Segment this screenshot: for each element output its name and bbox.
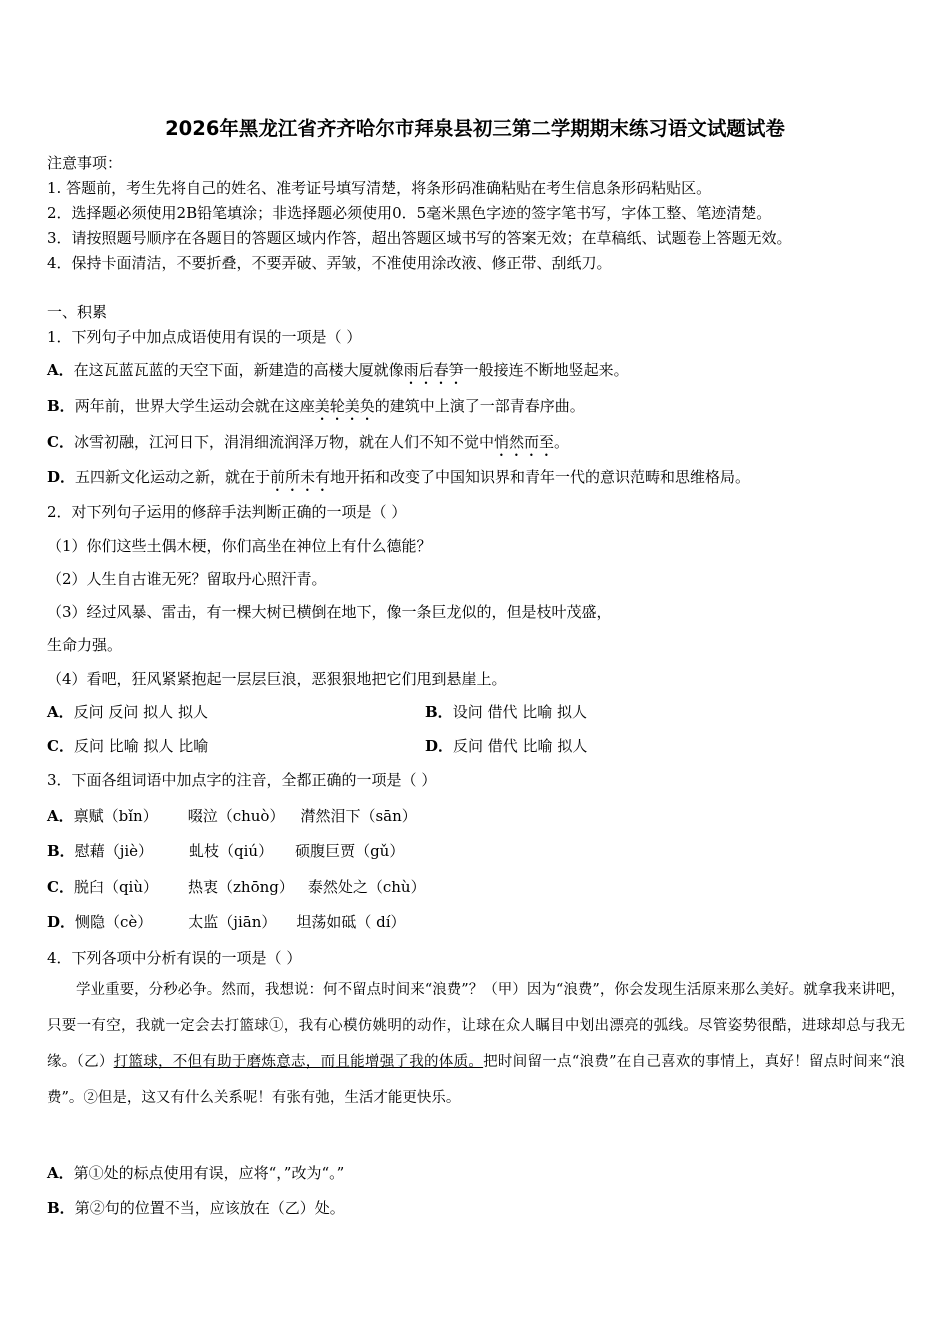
question-1-stem: 1．下列句子中加点成语使用有误的一项是（ ） (47, 328, 362, 346)
word-1: 禀赋（bǐn） (73, 807, 158, 825)
underlined-sentence: 打篮球，不但有助于磨炼意志，而且能增强了我的体质。 (113, 1054, 484, 1070)
dotted-idiom: 美轮美奂 (314, 397, 375, 415)
option-label: B． (47, 397, 75, 415)
option-text: 一般接连不断地竖起来。 (463, 361, 629, 379)
question-2-sentence-2: （2）人生自古谁无死？留取丹心照汗青。 (47, 570, 327, 588)
word-2: 太监（jiān） (188, 913, 277, 931)
word-2: 热衷（zhōng） (188, 878, 294, 896)
question-1-option-c (47, 432, 569, 460)
option-text: 第②句的位置不当，应该放在（乙）处。 (74, 1199, 345, 1217)
option-text: 反问 借代 比喻 拟人 (453, 737, 588, 755)
option-text: 第①处的标点使用有误，应将“，”改为“。” (73, 1164, 345, 1182)
passage-text: 把时间留一点“浪费”在自己喜欢的事情上，真好！留点时间来“浪费”。②但是，这又有什么关系呢！有张有弛，生活才能更快乐。 (47, 1054, 906, 1106)
question-1-option-d (47, 467, 750, 495)
dotted-idiom: 悄然而至 (493, 433, 554, 451)
option-text: 地开拓和改变了中国知识界和青年一代的意识范畴和思维格局。 (330, 468, 751, 486)
question-1-option-b (47, 396, 585, 424)
option-label: A． (47, 1164, 74, 1182)
notice-item-2: 2．选择题必须使用2B铅笔填涂；非选择题必须使用0．5毫米黑色字迹的签字笔书写，字体工整、笔迹清楚。 (47, 204, 772, 222)
question-4-passage (47, 972, 905, 1116)
question-4-stem: 4．下列各项中分析有误的一项是（ ） (47, 949, 302, 967)
option-label: A． (47, 807, 74, 825)
question-2-option-b (425, 702, 587, 722)
question-3-option-b (47, 841, 404, 861)
question-3-option-d (47, 912, 406, 932)
word-3: 硕腹巨贾（gǔ） (295, 842, 405, 860)
question-3-option-c (47, 877, 426, 897)
section-heading: 一、积累 (47, 303, 108, 321)
option-label: C． (47, 433, 74, 451)
option-text: 设问 借代 比喻 拟人 (452, 703, 587, 721)
passage-text: 学业重要，分秒必争。然而，我想说：何不留点时间来“浪费”？（甲）因为“浪费”，你会发现生活原来那么美好。就拿我来讲吧，只要一有空，我就一定会去打篮球①，我有心模仿姚明的动作，让球在众人瞩目中划出漂亮的弧线。尽管姿势很酷，进球却总与我无缘。（乙） (47, 982, 905, 1070)
option-label: B． (425, 703, 453, 721)
notice-item-4: 4．保持卡面清洁，不要折叠，不要弄破、弄皱，不准使用涂改液、修正带、刮纸刀。 (47, 254, 612, 272)
question-2-options-cd (47, 736, 907, 756)
option-text: 在这瓦蓝瓦蓝的天空下面，新建造的高楼大厦就像 (73, 361, 404, 379)
option-label: B． (47, 1199, 75, 1217)
word-2: 啜泣（chuò） (187, 807, 285, 825)
word-3: 坦荡如砥（ dí） (296, 913, 406, 931)
question-3-option-a (47, 806, 417, 826)
word-1: 脱臼（qiù） (73, 878, 159, 896)
option-label: A． (47, 361, 74, 379)
question-2-options-ab (47, 702, 907, 722)
option-label: D． (47, 913, 76, 931)
question-2-option-d (425, 736, 587, 756)
question-1-option-a (47, 360, 629, 388)
option-label: D． (47, 468, 76, 486)
option-text: 冰雪初融，江河日下，涓涓细流润泽万物，就在人们不知不觉中 (73, 433, 494, 451)
dotted-idiom: 雨后春笋 (403, 361, 464, 379)
dotted-idiom: 前所未有 (270, 468, 331, 486)
option-label: B． (47, 842, 75, 860)
question-2-sentence-1: （1）你们这些土偶木梗，你们高坐在神位上有什么德能？ (47, 537, 432, 555)
notice-item-3: 3．请按照题号顺序在各题目的答题区域内作答，超出答题区域书写的答案无效；在草稿纸、试题卷上答题无效。 (47, 229, 792, 247)
option-text: 两年前，世界大学生运动会就在这座 (74, 397, 315, 415)
question-4-option-b (47, 1198, 345, 1218)
option-label: C． (47, 737, 74, 755)
notice-item-1: 1. 答题前，考生先将自己的姓名、准考证号填写清楚，将条形码准确粘贴在考生信息条形码粘贴区。 (47, 179, 712, 197)
option-label: C． (47, 878, 74, 896)
option-text: 。 (553, 433, 569, 451)
word-3: 泰然处之（chù） (307, 878, 426, 896)
question-2-sentence-3b: 生命力强。 (47, 636, 123, 654)
page-title: 2026年黑龙江省齐齐哈尔市拜泉县初三第二学期期末练习语文试题试卷 (165, 117, 785, 140)
option-text: 的建筑中上演了一部青春序曲。 (374, 397, 585, 415)
question-2-sentence-4: （4）看吧，狂风紧紧抱起一层层巨浪，恶狠狠地把它们甩到悬崖上。 (47, 670, 507, 688)
word-1: 慰藉（jiè） (74, 842, 154, 860)
word-3: 潸然泪下（sān） (300, 807, 417, 825)
question-4-option-a (47, 1163, 344, 1183)
question-2-stem: 2．对下列句子运用的修辞手法判断正确的一项是（ ） (47, 503, 407, 521)
option-text: 五四新文化运动之新，就在于 (75, 468, 271, 486)
question-3-stem: 3．下面各组词语中加点字的注音，全都正确的一项是（ ） (47, 771, 437, 789)
question-2-sentence-3a: （3）经过风暴、雷击，有一棵大树已横倒在地下，像一条巨龙似的，但是枝叶茂盛， (47, 603, 612, 621)
word-2: 虬枝（qiú） (189, 842, 274, 860)
word-1: 恻隐（cè） (75, 913, 153, 931)
notice-heading: 注意事项： (47, 154, 123, 172)
option-text: 反问 反问 拟人 拟人 (73, 703, 208, 721)
option-label: A． (47, 703, 74, 721)
option-text: 反问 比喻 拟人 比喻 (73, 737, 209, 755)
option-label: D． (425, 737, 454, 755)
